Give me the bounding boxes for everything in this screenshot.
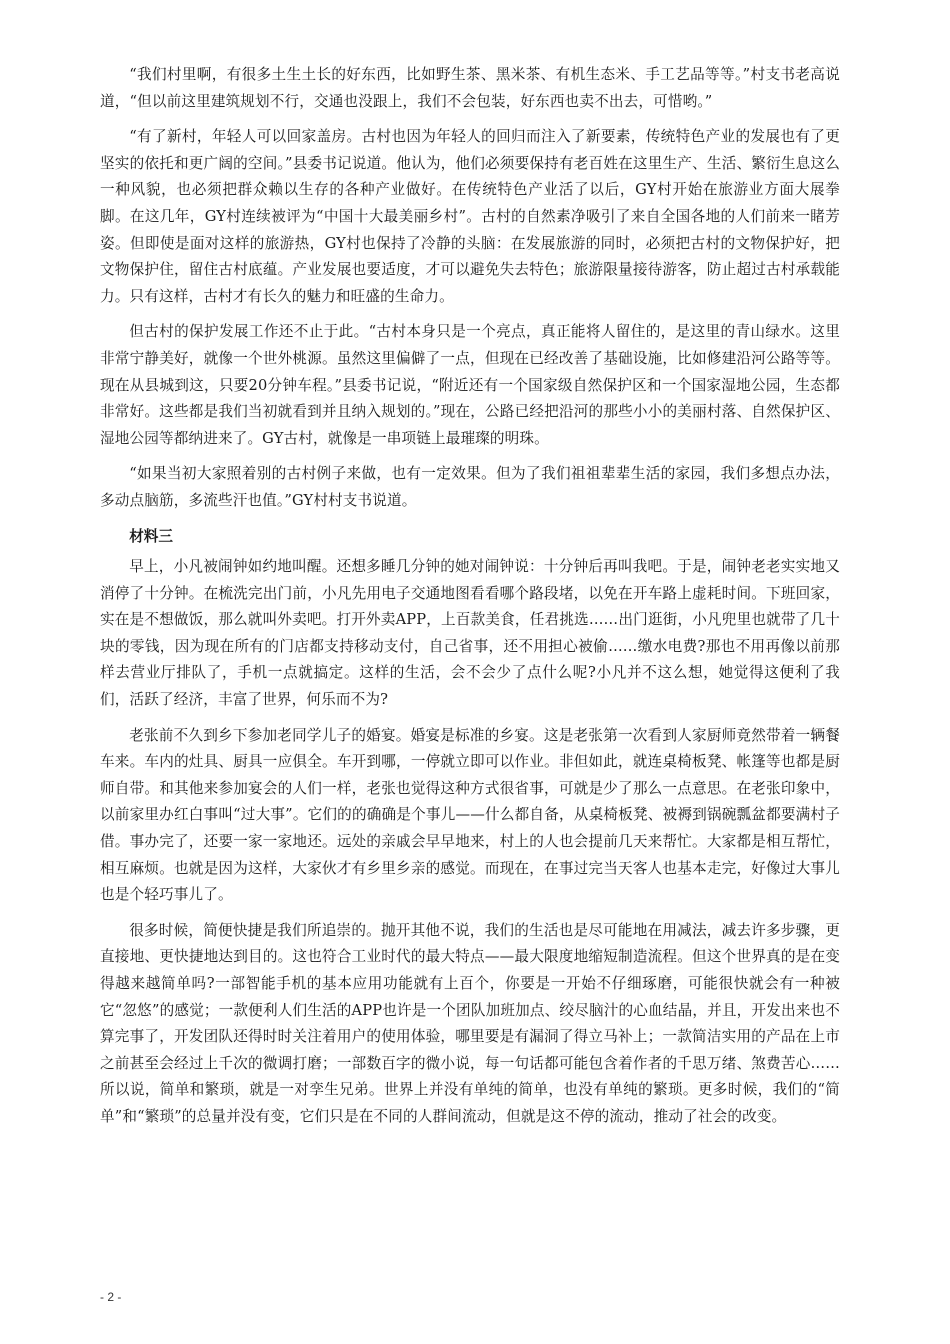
paragraph: “有了新村，年轻人可以回家盖房。古村也因为年轻人的回归而注入了新要素，传统特色产业的发展也有了更坚实的依托和更广阔的空间。”县委书记说道。他认为，他们必须要保持有老百姓在这里生产、生活、繁衍生息这么一种风貌，也必须把群众赖以生存的各种产业做好。在传统特色产业活了以后，GY村开始在旅游业方面大展拳脚。在这几年，GY村连续被评为“中国十大最美丽乡村”。古村的自然素净吸引了来自全国各地的人们前来一睹芳姿。但即使是面对这样的旅游热，GY村也保持了冷静的头脑：在发展旅游的同时，必须把古村的文物保护好，把文物保护住，留住古村底蕴。产业发展也要适度，才可以避免失去特色；旅游限量接待游客，防止超过古村承载能力。只有这样，古村才有长久的魅力和旺盛的生命力。 — [100, 128, 840, 305]
document-body — [100, 62, 840, 1140]
paragraph: 早上，小凡被闹钟如约地叫醒。还想多睡几分钟的她对闹钟说：十分钟后再叫我吧。于是，闹钟老老实实地又消停了十分钟。在梳洗完出门前，小凡先用电子交通地图看看哪个路段堵，以免在开车路上虚耗时间。下班回家，实在是不想做饭，那么就叫外卖吧。打开外卖APP，上百款美食，任君挑选……出门逛街，小凡兜里也就带了几十块的零钱，因为现在所有的门店都支持移动支付，自己省事，还不用担心被偷……缴水电费?那也不用再像以前那样去营业厅排队了，手机一点就搞定。这样的生活，会不会少了点什么呢?小凡并不这么想，她觉得这便利了我们，活跃了经济，丰富了世界，何乐而不为? — [100, 558, 840, 709]
page-number: - 2 - — [100, 1290, 122, 1304]
paragraph: “如果当初大家照着别的古村例子来做，也有一定效果。但为了我们祖祖辈辈生活的家园，我们多想点办法，多动点脑筋，多流些汗也值。”GY村村支书说道。 — [100, 465, 840, 509]
paragraph: 老张前不久到乡下参加老同学儿子的婚宴。婚宴是标准的乡宴。这是老张第一次看到人家厨师竟然带着一辆餐车来。车内的灶具、厨具一应俱全。车开到哪，一停就立即可以作业。非但如此，就连桌椅板凳、帐篷等也都是厨师自带。和其他来参加宴会的人们一样，老张也觉得这种方式很省事，可就是少了那么一点意思。在老张印象中，以前家里办红白事叫“过大事”。它们的的确确是个事儿——什么都自备，从桌椅板凳、被褥到锅碗瓢盆都要满村子借。事办完了，还要一家一家地还。远处的亲戚会早早地来，村上的人也会提前几天来帮忙。大家都是相互帮忙，相互麻烦。也就是因为这样，大家伙才有乡里乡亲的感觉。而现在，在事过完当天客人也基本走完，好像过大事儿也是个轻巧事儿了。 — [100, 726, 840, 904]
paragraph: 很多时候，简便快捷是我们所追崇的。抛开其他不说，我们的生活也是尽可能地在用减法，减去许多步骤，更直接地、更快捷地达到目的。这也符合工业时代的最大特点——最大限度地缩短制造流程。但这个世界真的是在变得越来越简单吗?一部智能手机的基本应用功能就有上百个，你要是一开始不仔细琢磨，可能很快就会有一种被它“忽悠”的感觉；一款便利人们生活的APP也许是一个团队加班加点、绞尽脑汁的心血结晶，并且，开发出来也不算完事了，开发团队还得时时关注着用户的使用体验，哪里要是有漏洞了得立马补上；一款简洁实用的产品在上市之前甚至会经过上千次的微调打磨；一部数百字的微小说，每一句话都可能包含着作者的千思万绪、煞费苦心……所以说，简单和繁琐，就是一对孪生兄弟。世界上并没有单纯的简单，也没有单纯的繁琐。更多时候，我们的“简单”和“繁琐”的总量并没有变，它们只是在不同的人群间流动，但就是这不停的流动，推动了社会的改变。 — [100, 921, 840, 1125]
paragraph: “我们村里啊，有很多土生土长的好东西，比如野生茶、黑米茶、有机生态米、手工艺品等等。”村支书老高说道，“但以前这里建筑规划不行，交通也没跟上，我们不会包装，好东西也卖不出去，可惜哟。” — [100, 66, 840, 110]
section-heading: 材料三 — [129, 527, 173, 545]
paragraph: 但古村的保护发展工作还不止于此。“古村本身只是一个亮点，真正能将人留住的，是这里的青山绿水。这里非常宁静美好，就像一个世外桃源。虽然这里偏僻了一点，但现在已经改善了基础设施，比如修建沿河公路等等。现在从县城到这，只要20分钟车程。”县委书记说，“附近还有一个国家级自然保护区和一个国家湿地公园，生态都非常好。这些都是我们当初就看到并且纳入规划的。”现在，公路已经把沿河的那些小小的美丽村落、自然保护区、湿地公园等都纳进来了。GY古村，就像是一串项链上最璀璨的明珠。 — [100, 323, 840, 447]
